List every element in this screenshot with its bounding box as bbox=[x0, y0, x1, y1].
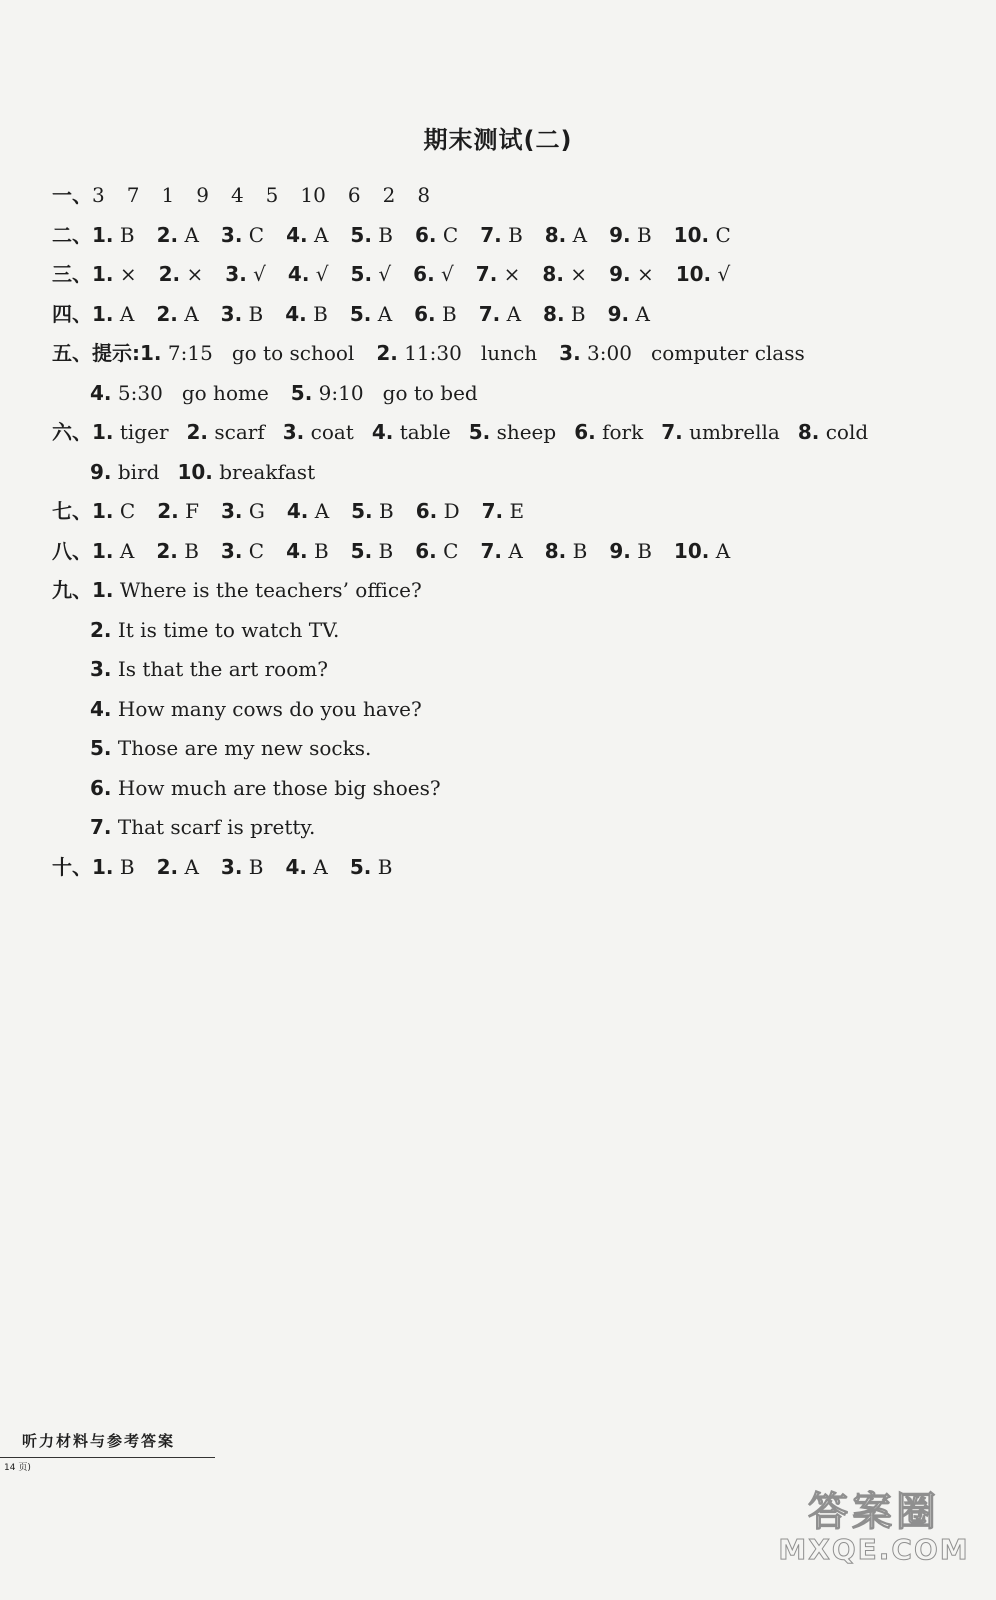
item-number: 10. bbox=[177, 459, 213, 484]
answer-item bbox=[286, 223, 328, 247]
section-label: 八、 bbox=[52, 538, 92, 563]
item-number: 7. bbox=[661, 420, 683, 444]
item-answer: C bbox=[442, 222, 459, 247]
item-number: 1. bbox=[92, 538, 114, 563]
item-number: 2. bbox=[156, 854, 179, 879]
item-answer: B bbox=[637, 538, 652, 563]
item-answer: B bbox=[378, 222, 393, 247]
item-answer: cold bbox=[825, 420, 869, 444]
answer-line bbox=[52, 532, 962, 572]
item-answer: A bbox=[119, 301, 135, 326]
answer-item bbox=[285, 855, 327, 879]
answer-item bbox=[156, 539, 199, 563]
item-answer: B bbox=[442, 301, 457, 326]
item-number: 1. bbox=[92, 420, 114, 444]
item-answer: sheep bbox=[496, 420, 557, 444]
answer-item bbox=[225, 262, 266, 286]
item-number: 7. bbox=[90, 815, 112, 839]
item-number: 10. bbox=[675, 262, 712, 286]
item-answer: A bbox=[506, 301, 522, 326]
item-answer: scarf bbox=[214, 420, 265, 444]
item-answer: B bbox=[378, 538, 394, 563]
item-number: 3. bbox=[559, 341, 581, 365]
item-answer: coat bbox=[310, 420, 354, 444]
item-number: 1. bbox=[140, 341, 162, 365]
item-answer: 9 bbox=[196, 183, 209, 207]
item-number: 6. bbox=[415, 538, 437, 563]
footer-title: 听力材料与参考答案 bbox=[22, 1432, 176, 1450]
item-answer: G bbox=[248, 499, 265, 523]
footer-page-number: 14 页) bbox=[4, 1463, 31, 1473]
answer-item bbox=[545, 223, 587, 247]
item-answer: 8 bbox=[417, 183, 431, 207]
answer-item bbox=[92, 539, 134, 563]
answer-line bbox=[52, 295, 962, 335]
item-number: 7. bbox=[481, 499, 504, 523]
item-number: 4. bbox=[90, 380, 112, 405]
item-number: 5. bbox=[350, 222, 372, 247]
answer-item bbox=[674, 223, 731, 247]
item-number: 5. bbox=[350, 262, 373, 286]
answer-item bbox=[798, 420, 868, 444]
item-answer: 7:15 go to school bbox=[167, 341, 355, 365]
item-number: 8. bbox=[542, 262, 564, 286]
answer-item bbox=[90, 697, 422, 721]
item-answer: B bbox=[572, 538, 588, 563]
answer-item bbox=[187, 420, 265, 444]
answer-line bbox=[52, 492, 962, 532]
item-number: 4. bbox=[371, 420, 394, 444]
answer-item bbox=[157, 855, 199, 879]
answer-item bbox=[92, 420, 169, 444]
item-number: 6. bbox=[415, 222, 437, 247]
footer bbox=[0, 1430, 215, 1473]
item-number: 7. bbox=[478, 301, 501, 326]
answer-item bbox=[221, 499, 265, 523]
answer-item bbox=[480, 223, 523, 247]
item-answer: √ bbox=[441, 262, 454, 286]
item-answer: fork bbox=[602, 420, 644, 444]
item-number: 2. bbox=[156, 538, 178, 563]
item-answer: table bbox=[399, 420, 451, 444]
answer-item bbox=[482, 499, 524, 523]
answer-item bbox=[92, 302, 134, 326]
item-answer: A bbox=[377, 301, 393, 326]
answer-item bbox=[415, 223, 458, 247]
section-label: 一、 bbox=[52, 183, 92, 207]
answer-line bbox=[52, 650, 962, 690]
item-answer: B bbox=[313, 301, 328, 326]
item-answer: B bbox=[313, 538, 329, 563]
answer-item bbox=[156, 302, 198, 326]
footer-rule bbox=[0, 1457, 215, 1458]
answer-item bbox=[351, 539, 394, 563]
item-answer: Is that the art room? bbox=[117, 657, 328, 681]
item-answer: A bbox=[184, 854, 199, 879]
item-number: 3. bbox=[220, 222, 243, 247]
item-answer: B bbox=[248, 301, 264, 326]
section-label: 二、 bbox=[52, 222, 92, 247]
item-number: 9. bbox=[609, 262, 631, 286]
item-answer: 3 bbox=[92, 183, 105, 207]
item-number: 5. bbox=[290, 380, 313, 405]
item-answer: √ bbox=[253, 262, 266, 286]
item-number: 9. bbox=[607, 301, 630, 326]
item-answer: B bbox=[379, 499, 394, 523]
answer-item bbox=[609, 262, 654, 286]
item-answer: 5 bbox=[265, 183, 279, 207]
item-number: 3. bbox=[282, 420, 305, 444]
answer-item bbox=[92, 578, 422, 602]
answer-item bbox=[177, 460, 315, 484]
answer-line bbox=[52, 769, 962, 809]
answer-item bbox=[90, 736, 371, 760]
answer-item bbox=[285, 302, 328, 326]
item-number: 6. bbox=[90, 775, 112, 800]
item-number: 4. bbox=[285, 301, 307, 326]
answer-item bbox=[479, 302, 521, 326]
answer-item bbox=[283, 420, 354, 444]
item-number: 3. bbox=[90, 657, 112, 681]
item-answer: Where is the teachers’ office? bbox=[119, 578, 422, 602]
item-number: 5. bbox=[349, 854, 372, 879]
item-number: 7. bbox=[480, 538, 502, 563]
answer-line bbox=[52, 571, 962, 611]
item-number: 2. bbox=[158, 262, 181, 286]
answer-item bbox=[196, 183, 209, 207]
item-answer: B bbox=[184, 538, 199, 563]
item-answer: That scarf is pretty. bbox=[117, 815, 316, 839]
item-number: 3. bbox=[220, 499, 243, 523]
section-label: 四、 bbox=[52, 301, 92, 326]
page-title: 期末测试(二) bbox=[423, 126, 573, 154]
answer-item bbox=[92, 855, 135, 879]
item-number: 3. bbox=[225, 262, 247, 286]
watermark-bottom-text: MXQE.COM bbox=[778, 1533, 970, 1566]
watermark-logo bbox=[774, 1480, 974, 1590]
answer-item bbox=[221, 302, 264, 326]
answer-item bbox=[90, 381, 269, 405]
item-answer: C bbox=[248, 222, 265, 247]
item-answer: B bbox=[377, 854, 393, 879]
item-answer: B bbox=[508, 222, 523, 247]
item-number: 2. bbox=[376, 341, 398, 365]
answer-item bbox=[127, 183, 140, 207]
answer-item bbox=[221, 223, 264, 247]
item-answer: A bbox=[314, 499, 330, 523]
answer-item bbox=[376, 341, 537, 365]
item-answer: A bbox=[715, 538, 731, 563]
item-answer: × bbox=[119, 262, 137, 286]
item-answer: 10 bbox=[300, 183, 326, 207]
section-label: 七、 bbox=[52, 499, 92, 523]
item-number: 3. bbox=[220, 538, 243, 563]
section-label: 五、提示: bbox=[52, 341, 140, 365]
answer-item bbox=[92, 183, 105, 207]
item-number: 10. bbox=[673, 538, 710, 563]
item-number: 4. bbox=[90, 696, 112, 721]
item-number: 4. bbox=[287, 262, 310, 286]
answer-item bbox=[221, 855, 264, 879]
item-answer: C bbox=[248, 538, 265, 563]
answer-line bbox=[52, 808, 962, 848]
answer-item bbox=[90, 776, 441, 800]
item-number: 2. bbox=[186, 420, 209, 444]
item-answer: × bbox=[636, 262, 654, 286]
item-answer: 2 bbox=[382, 183, 396, 207]
answer-item bbox=[372, 420, 451, 444]
item-number: 1. bbox=[92, 222, 114, 247]
item-answer: How many cows do you have? bbox=[117, 696, 422, 721]
item-number: 5. bbox=[350, 538, 373, 563]
answer-line bbox=[52, 611, 962, 651]
answer-item bbox=[413, 262, 454, 286]
item-number: 5. bbox=[90, 736, 112, 760]
answer-item bbox=[288, 262, 329, 286]
item-answer: F bbox=[185, 499, 199, 523]
item-number: 7. bbox=[475, 262, 498, 286]
section-label: 三、 bbox=[52, 262, 92, 286]
item-answer: 11:30 lunch bbox=[404, 341, 538, 365]
item-answer: B bbox=[636, 222, 652, 247]
answer-line bbox=[52, 848, 962, 888]
item-number: 4. bbox=[286, 538, 308, 563]
item-answer: × bbox=[503, 262, 521, 286]
item-answer: √ bbox=[315, 262, 329, 286]
item-answer: C bbox=[119, 499, 136, 523]
answer-item bbox=[350, 855, 393, 879]
item-answer: 1 bbox=[161, 183, 175, 207]
section-label: 六、 bbox=[52, 420, 92, 444]
answer-item bbox=[92, 223, 135, 247]
answer-item bbox=[351, 262, 392, 286]
item-number: 1. bbox=[92, 301, 114, 326]
answer-item bbox=[545, 539, 588, 563]
item-number: 1. bbox=[92, 262, 114, 286]
item-number: 1. bbox=[92, 499, 114, 523]
item-answer: B bbox=[570, 301, 586, 326]
item-number: 9. bbox=[90, 459, 112, 484]
answer-item bbox=[350, 302, 392, 326]
item-answer: E bbox=[509, 499, 525, 523]
watermark-top-text: 答案圈 bbox=[808, 1489, 940, 1535]
item-number: 8. bbox=[544, 222, 567, 247]
item-answer: breakfast bbox=[219, 459, 316, 484]
answer-item bbox=[542, 262, 587, 286]
answer-item bbox=[92, 499, 135, 523]
item-answer: × bbox=[570, 262, 588, 286]
answer-item bbox=[157, 499, 199, 523]
answer-item bbox=[90, 815, 315, 839]
item-number: 3. bbox=[220, 301, 243, 326]
item-number: 9. bbox=[609, 222, 631, 247]
item-answer: bird bbox=[117, 459, 160, 484]
answer-item bbox=[231, 183, 244, 207]
answer-item bbox=[559, 341, 805, 365]
answer-item bbox=[476, 262, 521, 286]
item-number: 4. bbox=[286, 499, 309, 523]
answer-line bbox=[52, 453, 962, 493]
item-answer: 9:10 go to bed bbox=[318, 380, 478, 405]
item-answer: 6 bbox=[347, 183, 361, 207]
item-answer: B bbox=[119, 222, 135, 247]
answer-item bbox=[161, 183, 174, 207]
answer-line bbox=[52, 729, 962, 769]
answer-item bbox=[140, 341, 354, 365]
item-number: 2. bbox=[90, 617, 112, 642]
item-number: 7. bbox=[480, 222, 502, 247]
item-answer: B bbox=[248, 854, 264, 879]
item-answer: A bbox=[635, 301, 650, 326]
answer-item bbox=[469, 420, 557, 444]
answer-item bbox=[415, 539, 458, 563]
answer-item bbox=[543, 302, 586, 326]
item-answer: A bbox=[508, 538, 523, 563]
answer-item bbox=[92, 262, 137, 286]
answer-item bbox=[351, 499, 394, 523]
item-answer: A bbox=[313, 222, 329, 247]
item-number: 5. bbox=[349, 301, 372, 326]
answer-item bbox=[287, 499, 329, 523]
answer-item bbox=[90, 618, 339, 642]
answer-item bbox=[416, 499, 460, 523]
item-number: 2. bbox=[156, 301, 178, 326]
answer-item bbox=[674, 539, 730, 563]
item-answer: 5:30 go home bbox=[117, 380, 269, 405]
answer-line bbox=[52, 255, 962, 295]
section-label: 十、 bbox=[52, 854, 92, 879]
item-number: 10. bbox=[673, 222, 710, 247]
item-answer: It is time to watch TV. bbox=[117, 617, 340, 642]
answer-item bbox=[608, 302, 650, 326]
answer-item bbox=[157, 223, 199, 247]
answer-item bbox=[348, 183, 361, 207]
item-number: 6. bbox=[413, 262, 435, 286]
item-answer: tiger bbox=[119, 420, 169, 444]
answer-item bbox=[286, 539, 329, 563]
item-answer: Those are my new socks. bbox=[117, 736, 372, 760]
item-number: 3. bbox=[220, 854, 243, 879]
item-answer: How much are those big shoes? bbox=[117, 775, 441, 800]
item-number: 4. bbox=[286, 222, 308, 247]
answer-item bbox=[661, 420, 780, 444]
answer-item bbox=[383, 183, 396, 207]
answer-line bbox=[52, 374, 962, 414]
answer-item bbox=[609, 223, 652, 247]
item-answer: √ bbox=[378, 262, 392, 286]
answer-item bbox=[291, 381, 478, 405]
answer-item bbox=[90, 657, 328, 681]
item-answer: 7 bbox=[126, 183, 140, 207]
answer-line bbox=[52, 216, 962, 256]
item-answer: A bbox=[572, 222, 588, 247]
item-number: 1. bbox=[92, 854, 114, 879]
item-number: 5. bbox=[351, 499, 373, 523]
item-number: 2. bbox=[157, 499, 179, 523]
item-number: 2. bbox=[156, 222, 179, 247]
item-number: 6. bbox=[414, 301, 436, 326]
answer-item bbox=[159, 262, 204, 286]
item-number: 8. bbox=[797, 420, 820, 444]
item-answer: √ bbox=[717, 262, 731, 286]
item-answer: C bbox=[715, 222, 731, 247]
answer-item bbox=[609, 539, 652, 563]
answer-item bbox=[221, 539, 264, 563]
answer-line bbox=[52, 413, 962, 453]
item-answer: 3:00 computer class bbox=[587, 341, 805, 365]
item-answer: A bbox=[184, 301, 199, 326]
answer-item bbox=[266, 183, 279, 207]
item-answer: A bbox=[184, 222, 199, 247]
item-answer: × bbox=[186, 262, 204, 286]
item-answer: D bbox=[443, 499, 460, 523]
item-answer: C bbox=[443, 538, 459, 563]
answer-line bbox=[52, 334, 962, 374]
answer-line bbox=[52, 690, 962, 730]
item-number: 8. bbox=[544, 538, 567, 563]
item-number: 9. bbox=[609, 538, 631, 563]
item-answer: B bbox=[119, 854, 135, 879]
answer-item bbox=[417, 183, 430, 207]
item-answer: umbrella bbox=[689, 420, 780, 444]
item-number: 8. bbox=[543, 301, 565, 326]
answer-item bbox=[480, 539, 522, 563]
answer-item bbox=[414, 302, 457, 326]
answer-line bbox=[52, 176, 962, 216]
section-label: 九、 bbox=[52, 578, 92, 602]
item-number: 4. bbox=[285, 854, 307, 879]
item-answer: A bbox=[313, 854, 328, 879]
answer-item bbox=[300, 183, 325, 207]
item-number: 6. bbox=[415, 499, 438, 523]
answer-item bbox=[676, 262, 731, 286]
answer-item bbox=[90, 460, 159, 484]
item-number: 5. bbox=[468, 420, 491, 444]
answer-item bbox=[350, 223, 393, 247]
item-answer: 4 bbox=[230, 183, 244, 207]
answer-list bbox=[52, 176, 962, 887]
item-answer: A bbox=[119, 538, 135, 563]
item-number: 6. bbox=[574, 420, 596, 444]
answer-item bbox=[574, 420, 643, 444]
item-number: 1. bbox=[92, 578, 114, 602]
